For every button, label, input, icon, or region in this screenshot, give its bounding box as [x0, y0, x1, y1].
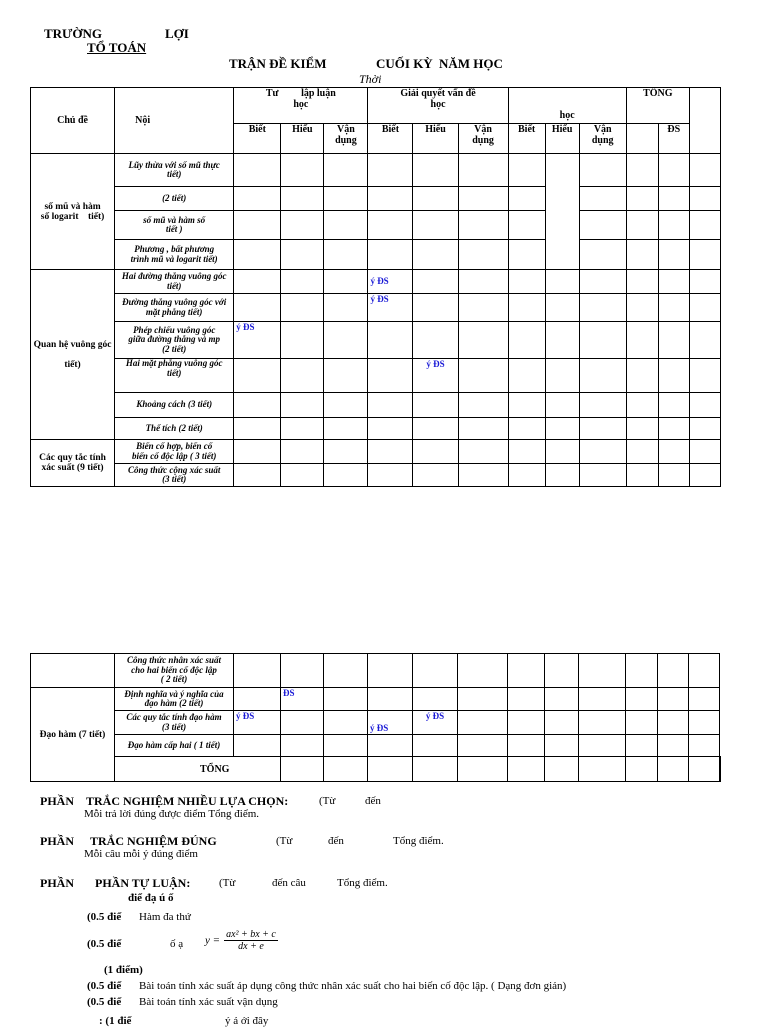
- q6-points: : (1 điể: [99, 1015, 132, 1027]
- topic-derivative: Đạo hàm (7 tiết): [31, 688, 115, 782]
- content-distance: Khoảng cách (3 tiết): [115, 393, 234, 418]
- content-addition-formula: Công thức cộng xác suất (3 tiết): [115, 464, 234, 487]
- part3-label: PHẦN: [40, 876, 74, 890]
- q5-points: (0.5 điể: [87, 996, 122, 1008]
- sub-vd-3: Vận dụng: [579, 124, 626, 154]
- q2-text: ố ạ: [170, 938, 184, 950]
- q2-points: (0.5 điể: [87, 938, 122, 950]
- doc-title-a: TRẬN ĐỀ KIỂM: [229, 56, 327, 71]
- content-second-derivative: Đạo hàm cấp hai ( 1 tiết): [115, 735, 234, 757]
- part3-total: Tổng điểm.: [337, 877, 388, 889]
- group1-a: Tư: [265, 88, 279, 99]
- sub-total-blank: [626, 124, 658, 154]
- formula-lhs: y =: [205, 934, 221, 947]
- part1-from: (Từ: [319, 795, 336, 807]
- content-perpendicular-lines: Hai đường thẳng vuông góc tiết): [115, 270, 234, 294]
- part1-title: TRẮC NGHIỆM NHIỀU LỰA CHỌN:: [86, 794, 289, 808]
- sub-vd-1: Vận dụng: [324, 124, 368, 154]
- cell-yds-d3: ý ĐS: [413, 711, 458, 735]
- header-group-3: học: [508, 88, 626, 124]
- q5-text: Bài toán tính xác suất vận dụng: [139, 996, 278, 1008]
- time-label: Thời: [359, 72, 382, 86]
- cell-yds-r3: ý ĐS: [234, 322, 281, 359]
- part2-title: TRẮC NGHIỆM ĐÚNG: [90, 834, 217, 848]
- topic-perpendicular: Quan hệ vuông góc tiết): [31, 270, 115, 440]
- part2-total: Tổng điểm.: [393, 835, 444, 847]
- header-group-reasoning: [234, 88, 368, 124]
- q6-text: ý ả ới đây: [225, 1015, 269, 1027]
- header-content: Nội: [115, 88, 234, 154]
- content-orthogonal-projection: Phép chiếu vuông góc giữa đường thẳng và mp (2 tiết): [115, 322, 234, 359]
- q1-points: (0.5 điể: [87, 911, 122, 923]
- part1-to: đến: [365, 795, 381, 807]
- part2-scoring: Mỗi câu mỗi ý đúng điểm: [84, 848, 198, 860]
- sub-hieu-1: Hiểu: [281, 124, 324, 154]
- content-multiplication-formula: Công thức nhân xác suất cho hai biến cố độc lập ( 2 tiết): [115, 654, 234, 688]
- content-exp-log-equations: Phương , bất phương trình mũ và logarit tiết): [115, 240, 234, 270]
- cell-yds-r4: ý ĐS: [413, 359, 458, 393]
- school-name: TRƯỜNG: [44, 26, 103, 41]
- formula-denominator: dx + e: [238, 941, 264, 952]
- content-derivative-definition: Định nghĩa và ý nghĩa của đạo hàm (2 tiết): [115, 688, 234, 711]
- group2-b: học: [430, 99, 446, 110]
- part2-from: (Từ: [276, 835, 293, 847]
- matrix-table-part-2: [30, 653, 721, 782]
- header-total: TỔNG: [626, 88, 689, 124]
- content-union-independent-events: Biến cố hợp, biến cố biến cố độc lập ( 3 tiết): [115, 440, 234, 464]
- content-logarithm: (2 tiết): [115, 187, 234, 211]
- content-volume: Thể tích (2 tiết): [115, 418, 234, 440]
- group1-c: học: [293, 99, 309, 110]
- group1-b: lập luận: [301, 88, 336, 99]
- cell-yds-r1: ý ĐS: [368, 270, 413, 294]
- department-name: TỔ TOÁN: [87, 40, 147, 55]
- doc-title-c: NĂM HỌC: [439, 56, 503, 71]
- header-group-problem-solving: [368, 88, 508, 124]
- content-derivative-rules: Các quy tắc tính đạo hàm (3 tiết): [115, 711, 234, 735]
- part3-from: (Từ: [219, 877, 236, 889]
- part3-title: PHẦN TỰ LUẬN:: [95, 876, 191, 890]
- matrix-table-part-1: [30, 87, 721, 487]
- formula-numerator: ax² + bx + c: [226, 929, 276, 940]
- q2-formula: [205, 929, 278, 952]
- total-row-label: TỔNG: [115, 757, 281, 782]
- content-perpendicular-planes: Hai mặt phẳng vuông góc tiết): [115, 359, 234, 393]
- topic-probability-rules: Các quy tắc tính xác suất (9 tiết): [31, 440, 115, 487]
- content-line-plane-perpendicular: Đường thẳng vuông góc với mặt phẳng tiết): [115, 294, 234, 322]
- header-extra: [689, 88, 720, 154]
- topic-probability-continued: [31, 654, 115, 688]
- school-name-suffix: LỢI: [165, 26, 189, 41]
- cell-yds-r2: ý ĐS: [368, 294, 413, 322]
- part3-to: đến câu: [272, 877, 306, 889]
- header-topic: Chủ đề: [31, 88, 115, 154]
- q4-text: Bài toán tính xác suất áp dụng công thức nhân xác suất cho hai biến cố độc lập. ( Dạng đơn giản): [139, 980, 567, 992]
- part1-label: PHẦN: [40, 794, 74, 808]
- sub-biet-1: Biết: [234, 124, 281, 154]
- cell-yds-d1: ý ĐS: [234, 711, 281, 735]
- content-exp-log-functions: số mũ và hàm số tiết ): [115, 211, 234, 240]
- part1-scoring: Mỗi trả lời đúng được điểm Tổng điểm.: [84, 808, 260, 820]
- part3-scoring: điể đạ ú ố: [128, 892, 174, 904]
- sub-ds: ĐS: [658, 124, 689, 154]
- q4-points: (0.5 điể: [87, 980, 122, 992]
- content-power-real-exponent: Lũy thừa với số mũ thực tiết): [115, 154, 234, 187]
- sub-vd-2: Vận dụng: [458, 124, 508, 154]
- formula-fraction: [224, 929, 278, 952]
- topic-exponential-log: số mũ và hàm số logarit tiết): [31, 154, 115, 270]
- cell-yds-d2: ý ĐS: [368, 711, 413, 735]
- group2-a: Giải quyết vấn đề: [400, 88, 476, 99]
- q3-points: (1 điểm): [104, 964, 143, 976]
- part2-label: PHẦN: [40, 834, 74, 848]
- sub-hieu-3: Hiểu: [545, 124, 579, 154]
- part2-to: đến: [328, 835, 344, 847]
- sub-biet-3: Biết: [508, 124, 545, 154]
- q1-text: Hàm đa thứ: [139, 911, 191, 923]
- cell-ds-r1: ĐS: [281, 688, 324, 711]
- sub-biet-2: Biết: [368, 124, 413, 154]
- doc-title-b: CUỐI KỲ: [376, 56, 433, 71]
- sub-hieu-2: Hiểu: [413, 124, 458, 154]
